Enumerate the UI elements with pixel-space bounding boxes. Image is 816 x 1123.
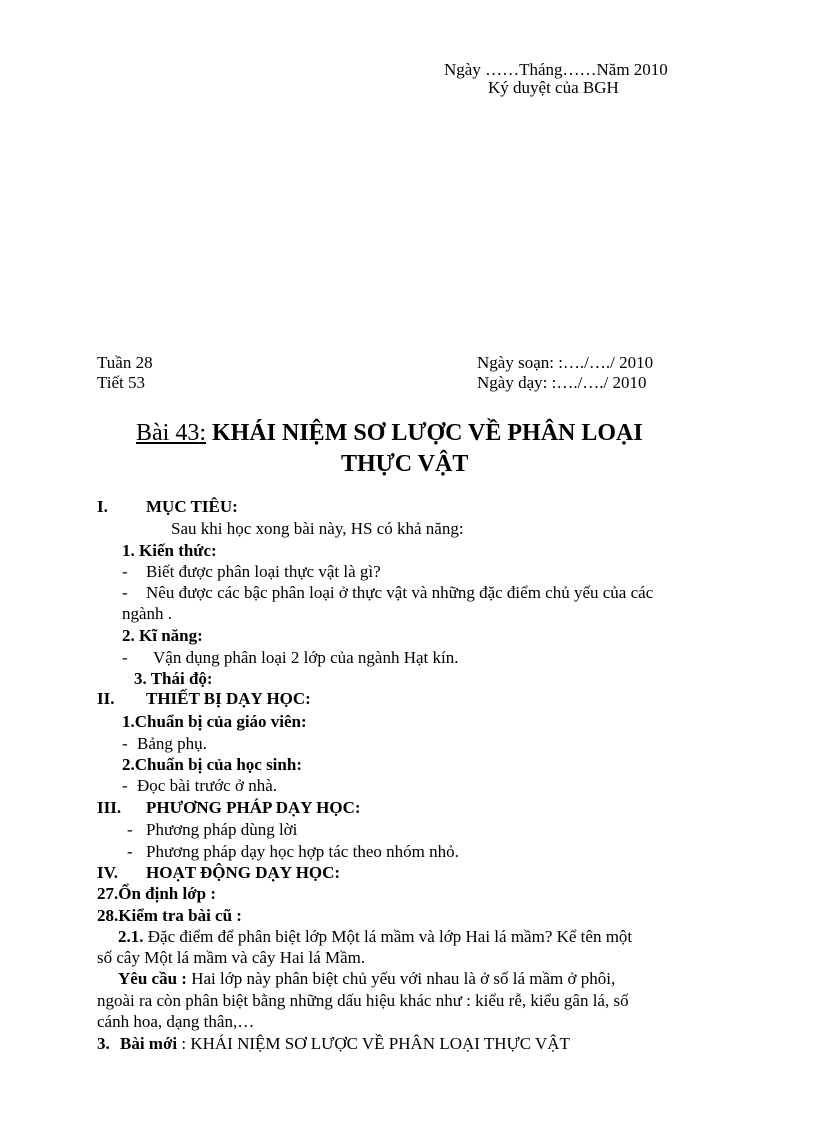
lesson-title-line1 [136, 418, 643, 448]
method-item-2: Phương pháp dạy học hợp tác theo nhóm nhỏ. [146, 842, 459, 861]
section-2-numeral: II. [97, 689, 115, 708]
section-4-heading: HOẠT ĐỘNG DẠY HỌC: [146, 863, 341, 882]
section-1-heading: MỤC TIÊU: [146, 497, 238, 516]
new-lesson-title: : KHÁI NIỆM SƠ LƯỢC VỀ PHÂN LOẠI THỰC VẬT [177, 1034, 570, 1053]
list-bullet: - [122, 562, 128, 581]
review-requirement-line2: ngoài ra còn phân biệt bằng những dấu hiệu khác như : kiểu rễ, kiểu gân lá, số [97, 991, 629, 1010]
knowledge-item-2: Nêu được các bậc phân loại ở thực vật và những đặc điểm chủ yếu của các [146, 583, 654, 602]
review-question-text: Đặc điểm để phân biệt lớp Một lá mầm và lớp Hai lá mầm? Kể tên một [143, 927, 633, 946]
review-heading: 28.Kiểm tra bài cũ : [97, 906, 242, 925]
prepared-date: Ngày soạn: :…./…./ 2010 [477, 353, 654, 372]
method-item-1: Phương pháp dùng lời [146, 820, 298, 839]
review-requirement-line3: cánh hoa, dạng thân,… [97, 1012, 255, 1031]
section-2-heading: THIẾT BỊ DẠY HỌC: [146, 689, 311, 708]
lesson-label: Bài 43 [136, 420, 200, 446]
stabilize-class: 27.Ổn định lớp : [97, 884, 217, 903]
review-requirement-line1 [118, 968, 615, 990]
teaching-date: Ngày dạy: :…./…./ 2010 [477, 373, 647, 392]
list-bullet: - [122, 776, 128, 795]
list-bullet: - [122, 648, 128, 667]
approval-signoff: Ký duyệt của BGH [488, 78, 619, 97]
list-bullet: - [127, 820, 133, 839]
period-label: Tiết 53 [97, 373, 146, 392]
lesson-colon: : [199, 420, 206, 446]
section-1-numeral: I. [97, 497, 108, 516]
review-question-line2: số cây Một lá mầm và cây Hai lá Mầm. [97, 948, 366, 967]
lesson-title-line2: THỰC VẬT [341, 451, 469, 477]
student-prep-item-1: Đọc bài trước ở nhà. [137, 776, 278, 795]
section-1-intro: Sau khi học xong bài này, HS có khả năng: [171, 519, 464, 538]
section-3-heading: PHƯƠNG PHÁP DẠY HỌC: [146, 798, 361, 817]
review-question-line1 [118, 926, 632, 948]
section-3-numeral: III. [97, 798, 122, 817]
teacher-prep-heading: 1.Chuẩn bị của giáo viên: [122, 712, 307, 731]
section-4-numeral: IV. [97, 863, 118, 882]
skills-heading: 2. Kĩ năng: [122, 626, 203, 645]
list-bullet: - [122, 583, 128, 602]
list-bullet: - [122, 734, 128, 753]
teacher-prep-item-1: Bảng phụ. [137, 734, 207, 753]
list-bullet: - [127, 842, 133, 861]
student-prep-heading: 2.Chuẩn bị của học sinh: [122, 755, 302, 774]
review-requirement-label: Yêu cầu : [118, 969, 187, 988]
review-requirement-text: Hai lớp này phân biệt chủ yếu với nhau là ở số lá mầm ở phôi, [186, 969, 616, 988]
approval-date-line: Ngày ……Tháng……Năm 2010 [444, 60, 668, 79]
attitude-heading: 3. Thái độ: [134, 669, 213, 688]
week-label: Tuần 28 [97, 353, 153, 372]
new-lesson-label: Bài mới [120, 1034, 178, 1053]
skills-item-1: Vận dụng phân loại 2 lớp của ngành Hạt kín. [153, 648, 459, 667]
knowledge-item-1: Biết được phân loại thực vật là gì? [146, 562, 381, 581]
new-lesson-number: 3. [97, 1034, 110, 1053]
lesson-title-text: KHÁI NIỆM SƠ LƯỢC VỀ PHÂN LOẠI [206, 420, 643, 446]
new-lesson-line [97, 1033, 570, 1055]
knowledge-heading: 1. Kiến thức: [122, 541, 217, 560]
review-question-number: 2.1. [118, 927, 144, 946]
knowledge-item-2-continuation: ngành . [122, 604, 173, 623]
